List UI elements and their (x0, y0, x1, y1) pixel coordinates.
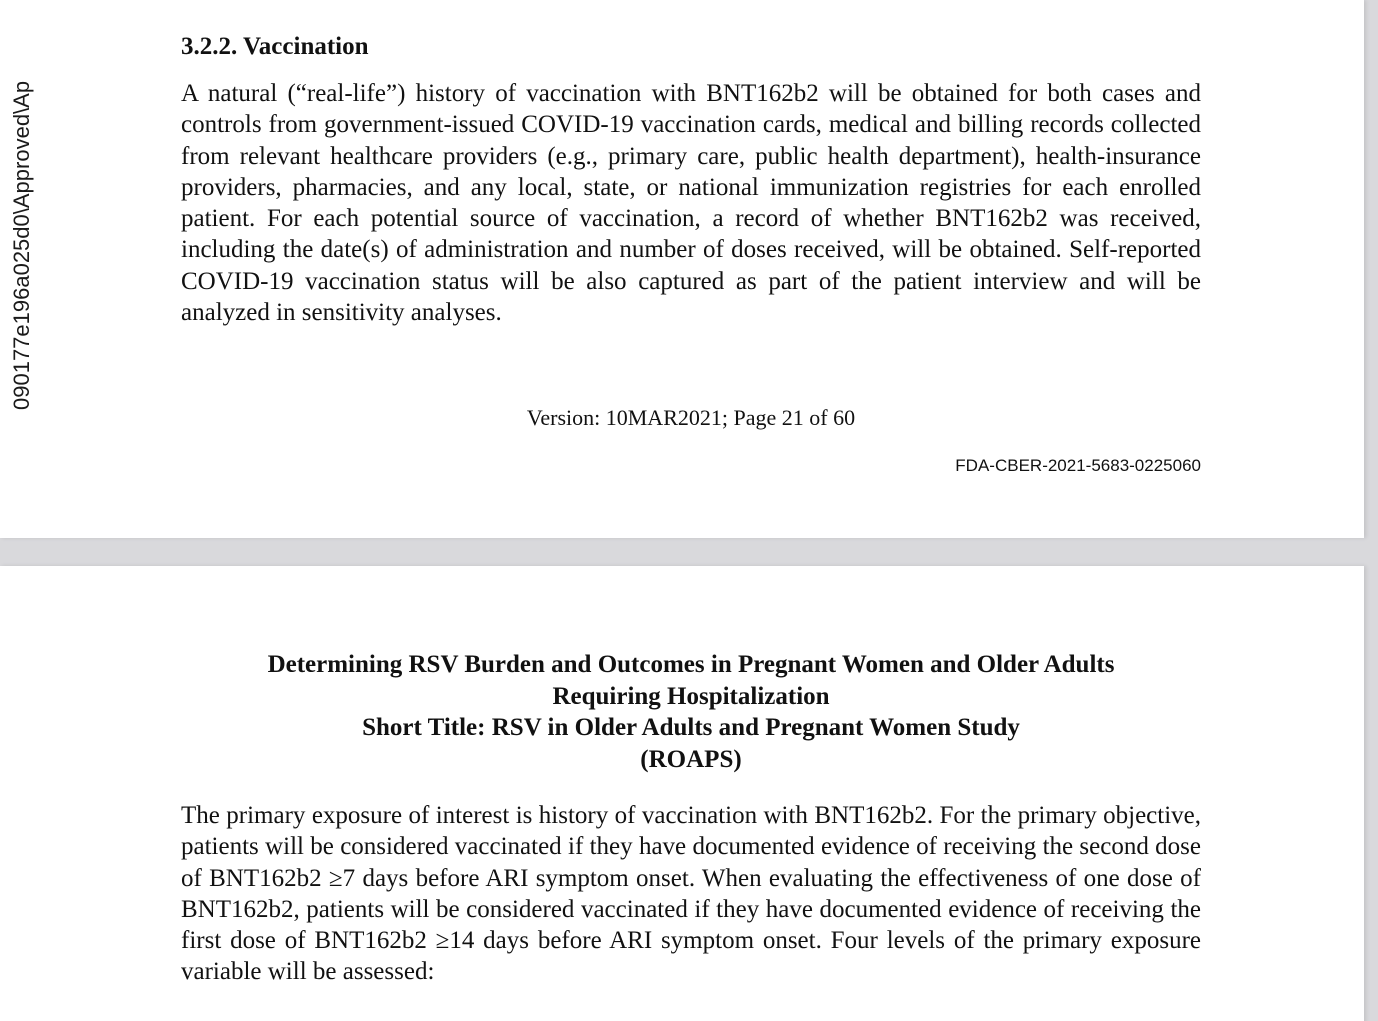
study-title-line-2: Requiring Hospitalization (552, 682, 830, 710)
document-id: FDA-CBER-2021-5683-0225060 (955, 456, 1201, 475)
vaccination-paragraph: A natural (“real-life”) history of vaccination with BNT162b2 will be obtained for both cases and controls from government-issued COVID-19 vaccination cards, medical and billing records collected from relevant healthcare providers (e.g., primary care, public health department), health-insurance providers, pharmacies, and any local, state, or national immunization registries for each enrolled patient. For each potential source of vaccination, a record of whether BNT162b2 was received, including the date(s) of administration and number of doses received, will be obtained. Self-reported COVID-19 vaccination status will be also captured as part of the patient interview and will be analyzed in sensitivity analyses. (181, 80, 1201, 327)
study-title-line-1: Determining RSV Burden and Outcomes in Pregnant Women and Older Adults (267, 651, 1115, 678)
short-title-line: Short Title: RSV in Older Adults and Pregnant Women Study (362, 714, 1020, 741)
side-stamp (0, 0, 44, 410)
study-acronym-line: (ROAPS) (640, 745, 742, 773)
section-heading: 3.2.2. Vaccination (181, 33, 369, 60)
page-footer-version: Version: 10MAR2021; Page 21 of 60 (526, 405, 856, 430)
document-page-22 (0, 566, 1364, 1021)
study-title-block (181, 649, 1201, 775)
side-stamp-text: 090177e196a025d0\Approved\Ap (9, 80, 34, 410)
primary-exposure-paragraph: The primary exposure of interest is history of vaccination with BNT162b2. For the primary objective, patients will be considered vaccinated if they have documented evidence of receiving the second dose of BNT162b2 ≥7 days before ARI symptom onset. When evaluating the effectiveness of one dose of BNT162b2, patients will be considered vaccinated if they have documented evidence of receiving the first dose of BNT162b2 ≥14 days before ARI symptom onset. Four levels of the primary exposure variable will be assessed: (181, 802, 1201, 986)
